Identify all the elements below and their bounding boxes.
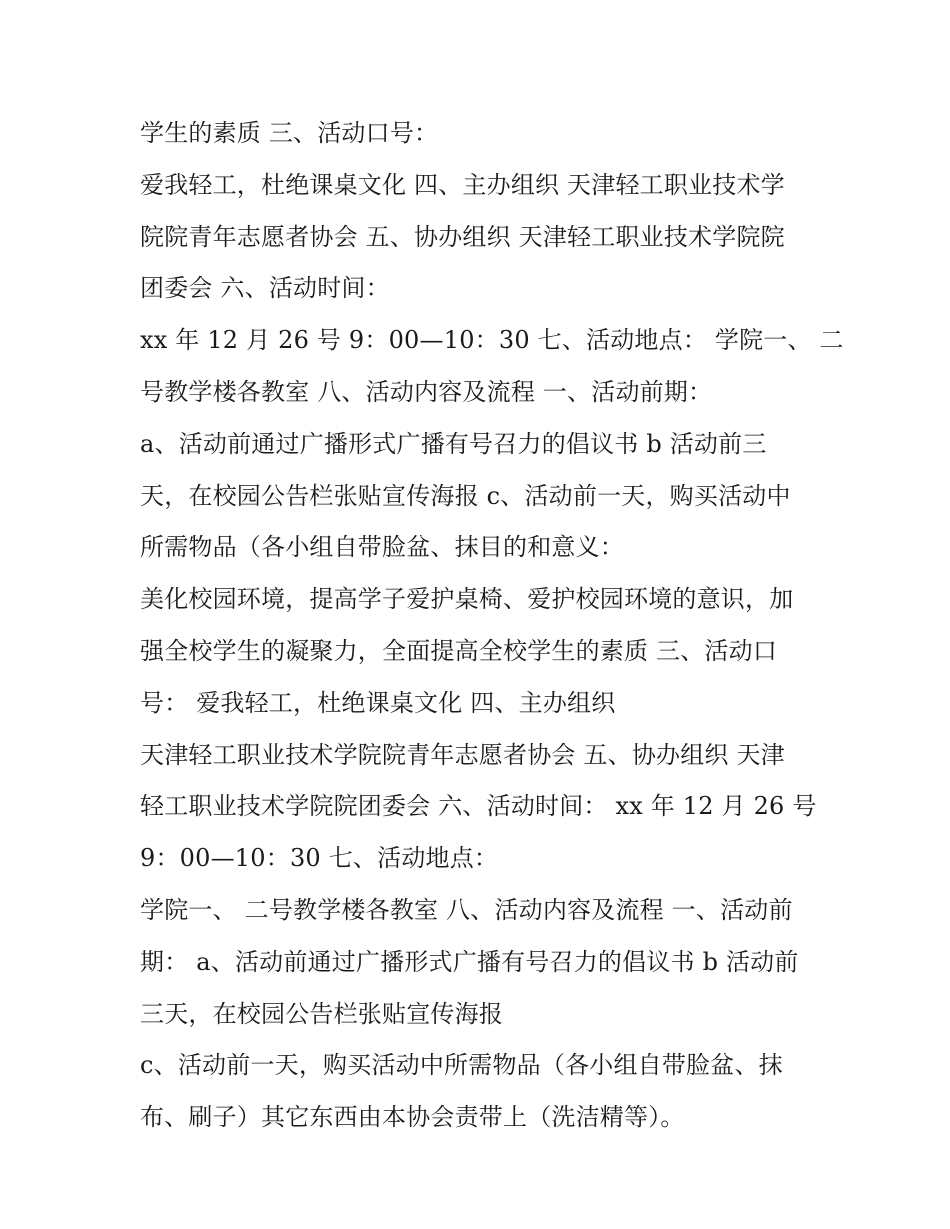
text-line: a、活动前通过广播形式广播有号召力的倡议书 b 活动前三 bbox=[140, 429, 767, 458]
text-line: 布、刷子）其它东西由本协会责带上（洗洁精等）。 bbox=[140, 1103, 685, 1132]
text-line: 美化校园环境，提高学子爱护桌椅、爱护校园环境的意识，加 bbox=[140, 585, 794, 614]
text-line: 天津轻工职业技术学院院青年志愿者协会 五、协办组织 天津 bbox=[140, 740, 785, 769]
text-line: xx 年 12 月 26 号 9：00—10：30 七、活动地点： 学院一、 二 bbox=[140, 326, 844, 355]
text-line: 学生的素质 三、活动口号： bbox=[140, 119, 439, 147]
document-body bbox=[140, 108, 844, 1144]
text-line: 爱我轻工，杜绝课桌文化 四、主办组织 天津轻工职业技术学 bbox=[140, 170, 785, 199]
text-line: 天，在校园公告栏张贴宣传海报 c、活动前一天，购买活动中 bbox=[140, 481, 791, 510]
text-line: 9：00—10：30 七、活动地点： bbox=[140, 844, 499, 873]
text-line: 学院一、 二号教学楼各教室 八、活动内容及流程 一、活动前 bbox=[140, 895, 793, 924]
text-line: 三天，在校园公告栏张贴宣传海报 bbox=[140, 999, 503, 1028]
text-line: 期： a、活动前通过广播形式广播有号召力的倡议书 b 活动前 bbox=[140, 947, 799, 976]
text-line: 号： 爱我轻工，杜绝课桌文化 四、主办组织 bbox=[140, 688, 616, 717]
text-line: 强全校学生的凝聚力，全面提高全校学生的素质 三、活动口 bbox=[140, 636, 778, 665]
text-line: 团委会 六、活动时间： bbox=[140, 274, 390, 303]
text-line: 号教学楼各教室 八、活动内容及流程 一、活动前期： bbox=[140, 377, 713, 406]
text-line: 院院青年志愿者协会 五、协办组织 天津轻工职业技术学院院 bbox=[140, 222, 785, 251]
text-line: c、活动前一天，购买活动中所需物品（各小组自带脸盆、抹 bbox=[140, 1051, 783, 1080]
text-line: 轻工职业技术学院院团委会 六、活动时间： xx 年 12 月 26 号 bbox=[140, 792, 817, 821]
text-line: 所需物品（各小组自带脸盆、抹目的和意义： bbox=[140, 533, 624, 562]
